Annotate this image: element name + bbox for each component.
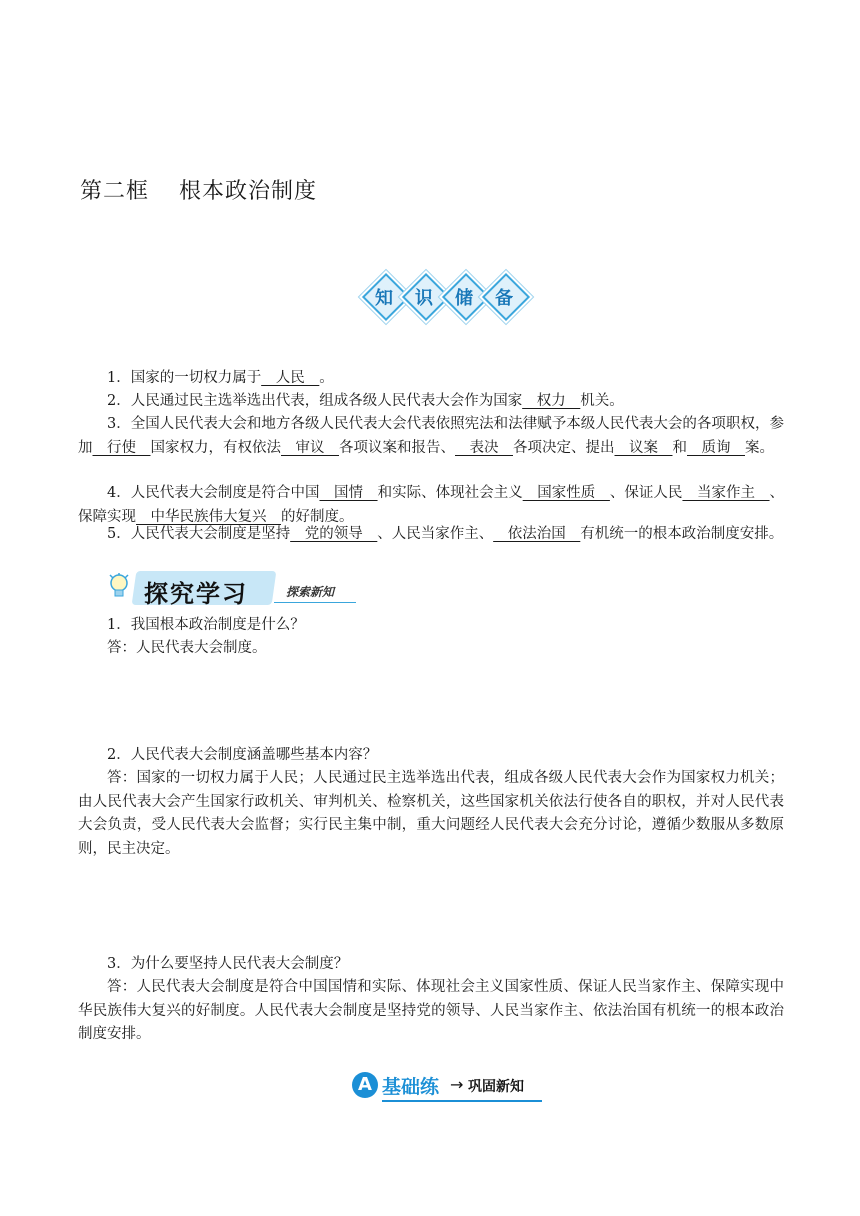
knowledge-item-2	[78, 390, 784, 414]
answer-blank: __权力__	[522, 393, 581, 409]
banner-char: 知	[375, 288, 393, 309]
answer-blank: __国家性质__	[522, 485, 610, 501]
knowledge-item-3	[78, 413, 784, 460]
answer-blank: __议案__	[614, 439, 673, 456]
answer-blank: __依法治国__	[493, 526, 581, 542]
answer-blank: __国情__	[319, 485, 378, 501]
banner-char: 储	[455, 288, 473, 309]
lightbulb-icon	[108, 573, 130, 601]
answer-blank: __审议__	[281, 439, 339, 456]
foundation-banner	[352, 1070, 542, 1104]
text: 和	[672, 439, 687, 456]
page-title	[80, 174, 317, 205]
knowledge-item-1	[78, 367, 784, 391]
answer-blank: __当家作主__	[682, 485, 770, 501]
level-a-badge: A	[352, 1072, 378, 1098]
divider	[382, 1100, 542, 1102]
foundation-banner-subtitle: 巩固新知	[468, 1079, 524, 1095]
explore-banner-subtitle: 探索新知	[286, 585, 335, 599]
text: 和实际、体现社会主义	[377, 485, 523, 501]
explore-question-2: 2．人民代表大会制度涵盖哪些基本内容？	[107, 747, 378, 763]
answer-blank: __党的领导__	[290, 526, 378, 542]
answer-blank: __表决__	[455, 439, 513, 456]
explore-question-1: 1．我国根本政治制度是什么？	[107, 617, 305, 633]
title-part-1: 第二框	[80, 179, 150, 204]
text: 5．人民代表大会制度是坚持	[107, 526, 291, 542]
knowledge-banner	[364, 274, 528, 322]
text: 4．人民代表大会制度是符合中国	[107, 485, 320, 501]
banner-char: 备	[495, 288, 513, 309]
answer-blank: __人民__	[261, 370, 320, 386]
answer-blank: __中华民族伟大复兴__	[136, 508, 281, 525]
text: 、人民当家作主、	[377, 526, 494, 542]
foundation-banner-title: 基础练	[382, 1076, 440, 1098]
answer-blank: __行使__	[92, 439, 151, 456]
explore-answer-3: 答：人民代表大会制度是符合中国国情和实际、体现社会主义国家性质、保证人民当家作主、保障实现中华民族伟大复兴的好制度。人民代表大会制度是坚持党的领导、人民当家作主、依法治国有机统一的根本政治制度安排。	[78, 979, 784, 1042]
text: 、保证人民	[609, 485, 683, 501]
explore-answer-1: 答：人民代表大会制度。	[107, 640, 267, 656]
text: 国家权力，有权依法	[150, 439, 281, 456]
text: 3．全国人民代表大会和地方各级人民代表大会代表依照宪法和法律赋予本级人民代表大会的各项职权，参加	[78, 416, 784, 456]
banner-char: 识	[415, 288, 433, 309]
explore-banner	[108, 569, 350, 609]
text: 1．国家的一切权力属于	[107, 370, 262, 386]
text: 的好制度。	[281, 508, 354, 525]
explore-answer-2: 答：国家的一切权力属于人民；人民通过民主选举选出代表，组成各级人民代表大会作为国家权力机关；由人民代表大会产生国家行政机关、审判机关、检察机关，这些国家机关依法行使各自的职权，并对人民代表大会负责，受人民代表大会监督；实行民主集中制，重大问题经人民代表大会充分讨论，遵循少数服从多数原则，民主决定。	[78, 770, 784, 857]
knowledge-item-4	[78, 482, 784, 529]
answer-blank: __质询__	[687, 439, 745, 456]
text: 案。	[745, 439, 774, 456]
text: 2．人民通过民主选举选出代表，组成各级人民代表大会作为国家	[107, 393, 523, 409]
text: 机关。	[580, 393, 624, 409]
text: 、保障实现	[78, 485, 785, 525]
text: 各项议案和报告、	[339, 439, 455, 456]
title-part-2: 根本政治制度	[179, 179, 318, 204]
text: 。	[319, 370, 334, 386]
text: 有机统一的根本政治制度安排。	[580, 526, 784, 542]
divider	[274, 602, 356, 603]
knowledge-item-5	[78, 523, 784, 547]
explore-question-3: 3．为什么要坚持人民代表大会制度？	[107, 956, 349, 972]
text: 各项决定、提出	[513, 439, 615, 456]
arrow-right-icon: →	[450, 1075, 464, 1094]
explore-banner-title: 探究学习	[144, 580, 248, 608]
